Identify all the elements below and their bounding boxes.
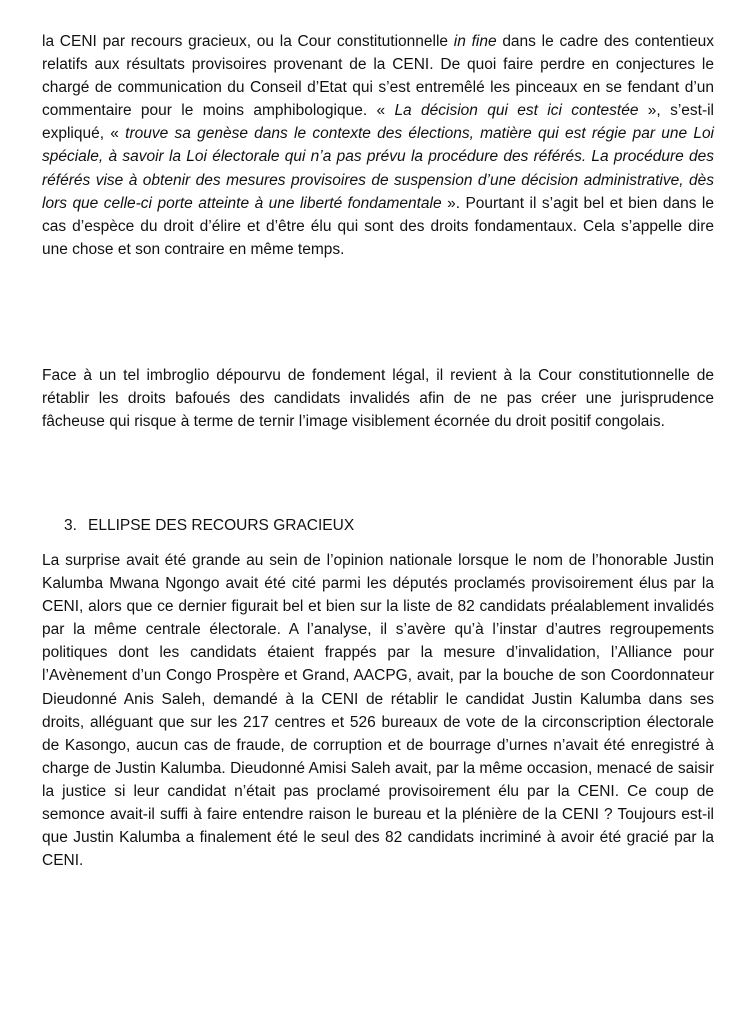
section-number: 3. <box>64 517 77 534</box>
p1-text-3: », s’est-il expliqué, « <box>42 102 714 143</box>
section-heading <box>64 514 354 537</box>
p1-italic-in-fine: in fine <box>453 33 497 50</box>
p1-quote-1: La décision qui est ici contestée <box>394 102 639 120</box>
p1-text-1: la CENI par recours gracieux, ou la Cour constitutionnelle <box>42 33 454 50</box>
p1-text-2: dans le cadre des contentieux relatifs aux résultats provisoires provenant de la CENI. De quoi faire perdre en conjectures le chargé de communication du Conseil d’Etat qui s’est entremêlé les pinceaux en se fendant d’un commentaire pour le moins amphibologique. « <box>42 33 714 120</box>
p1-quote-2: trouve sa genèse dans le contexte des élections, matière qui est régie par une Loi spéciale, à savoir la Loi électorale qui n’a pas prévu la procédure des référés. La procédure des référés vise à obtenir des mesures provisoires de suspension d’une décision administrative, dès lors que celle-ci porte atteinte à une liberté fondamentale <box>42 125 715 212</box>
p1-text-4: ». Pourtant il s’agit bel et bien dans le cas d’espèce du droit d’élire et d’être élu qui sont des droits fondamentaux. Cela s’appelle dire une chose et son contraire en même temps. <box>42 194 714 258</box>
section-title: ELLIPSE DES RECOURS GRACIEUX <box>88 517 355 534</box>
paragraph-2: Face à un tel imbroglio dépourvu de fondement légal, il revient à la Cour constitutionnelle de rétablir les droits bafoués des candidats invalidés afin de ne pas créer une jurisprudence fâcheuse qui risque à terme de ternir l’image visiblement écornée du droit positif congolais. <box>42 367 714 431</box>
paragraph-1 <box>42 30 714 261</box>
paragraph-3: La surprise avait été grande au sein de l’opinion nationale lorsque le nom de l’honorable Justin Kalumba Mwana Ngongo avait été cité parmi les députés proclamés provisoirement élus par la CENI, alors que ce dernier figurait bel et bien sur la liste de 82 candidats préalablement invalidés par la même centrale électorale. A l’analyse, il s’avère qu’à l’instar d’autres regroupements politiques dont les candidats étaient frappés par la mesure d’invalidation, l’Alliance pour l’Avènement d’un Congo Prospère et Grand, AACPG, avait, par la bouche de son Coordonnateur Dieudonné Anis Saleh, demandé à la CENI de rétablir le candidat Justin Kalumba dans ses droits, alléguant que sur les 217 centres et 526 bureaux de vote de la circonscription électorale de Kasongo, aucun cas de fraude, de corruption et de bourrage d’urnes n’avait été enregistré à charge de Justin Kalumba. Dieudonné Amisi Saleh avait, par la même occasion, menacé de saisir la justice si leur candidat n’était pas proclamé provisoirement élu par la CENI. Ce coup de semonce avait-il suffi à faire entendre raison le bureau et la plénière de la CENI ? Toujours est-il que Justin Kalumba a finalement été le seul des 82 candidats incriminé à avoir été gracié par la CENI. <box>42 552 714 870</box>
